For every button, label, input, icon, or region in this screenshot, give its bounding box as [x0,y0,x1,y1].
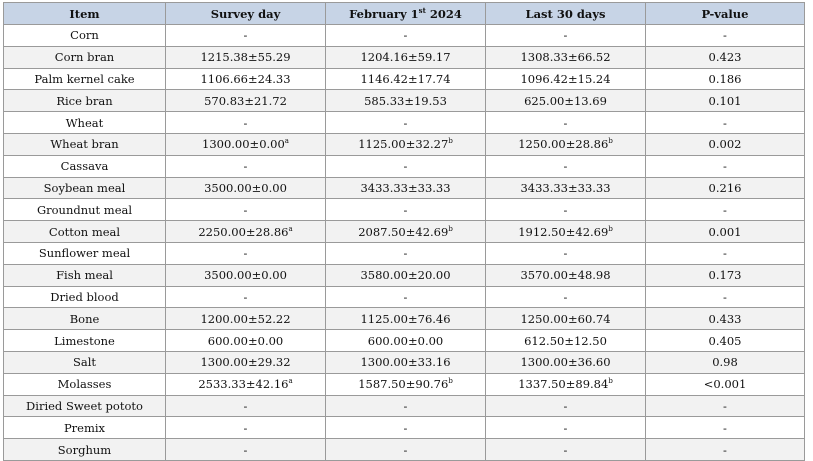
cell-p-value: - [646,439,805,461]
cell-february-1st-2024: - [326,395,486,417]
header-survey-day: Survey day [166,3,326,25]
table-row [4,68,805,90]
cell-item: Palm kernel cake [4,68,166,90]
cell-last-30-days: - [486,242,646,264]
cell-item: Corn bran [4,46,166,68]
cell-p-value: - [646,395,805,417]
cell-survey-day: - [166,439,326,461]
significance-superscript: a [284,137,289,146]
cell-item: Sunflower meal [4,242,166,264]
cell-item: Wheat bran [4,133,166,155]
cell-last-30-days: - [486,112,646,134]
cell-last-30-days: 3433.33±33.33 [486,177,646,199]
cell-february-1st-2024: 1125.00±32.27$^b$ [326,133,486,155]
cell-last-30-days: - [486,199,646,221]
header-p-value: P-value [646,3,805,25]
cell-survey-day: - [166,417,326,439]
cell-last-30-days: 1250.00±28.86$^b$ [486,133,646,155]
cell-p-value: 0.001 [646,221,805,243]
cell-survey-day: - [166,155,326,177]
cell-last-30-days: 1912.50±42.69$^b$ [486,221,646,243]
data-table [3,2,805,461]
cell-survey-day: 600.00±0.00 [166,330,326,352]
cell-last-30-days: 1337.50±89.84$^b$ [486,373,646,395]
cell-february-1st-2024: - [326,112,486,134]
cell-item: Dried blood [4,286,166,308]
table-row [4,199,805,221]
significance-superscript: b [448,377,453,386]
cell-item: Sorghum [4,439,166,461]
cell-p-value: 0.423 [646,46,805,68]
table-row [4,330,805,352]
cell-item: Cotton meal [4,221,166,243]
cell-february-1st-2024: 1587.50±90.76$^b$ [326,373,486,395]
table-body [4,25,805,461]
cell-survey-day: 2250.00±28.86$^a$ [166,221,326,243]
cell-last-30-days: 612.50±12.50 [486,330,646,352]
cell-item: Cassava [4,155,166,177]
header-february-1st-2024: February 1st 2024 [326,3,486,25]
cell-february-1st-2024: 2087.50±42.69$^b$ [326,221,486,243]
table-row [4,133,805,155]
cell-item: Fish meal [4,264,166,286]
cell-survey-day: - [166,286,326,308]
significance-superscript: b [608,224,613,233]
table-row [4,439,805,461]
cell-last-30-days: 1250.00±60.74 [486,308,646,330]
table-row [4,286,805,308]
cell-p-value: - [646,112,805,134]
cell-february-1st-2024: 1300.00±33.16 [326,351,486,373]
cell-survey-day: 570.83±21.72 [166,90,326,112]
cell-item: Premix [4,417,166,439]
cell-item: Salt [4,351,166,373]
cell-last-30-days: 1308.33±66.52 [486,46,646,68]
significance-superscript: a [288,377,293,386]
cell-survey-day: 1215.38±55.29 [166,46,326,68]
cell-february-1st-2024: 3580.00±20.00 [326,264,486,286]
table-row [4,112,805,134]
table-row [4,177,805,199]
table-row [4,46,805,68]
table-row [4,242,805,264]
significance-superscript: a [288,224,293,233]
cell-p-value: 0.101 [646,90,805,112]
table-row [4,221,805,243]
cell-last-30-days: 3570.00±48.98 [486,264,646,286]
cell-p-value: - [646,286,805,308]
cell-survey-day: 3500.00±0.00 [166,264,326,286]
cell-survey-day: 1106.66±24.33 [166,68,326,90]
table-row [4,351,805,373]
cell-february-1st-2024: - [326,155,486,177]
cell-last-30-days: - [486,395,646,417]
cell-item: Molasses [4,373,166,395]
table-row [4,90,805,112]
cell-p-value: - [646,25,805,47]
cell-p-value: 0.216 [646,177,805,199]
cell-item: Bone [4,308,166,330]
cell-february-1st-2024: 1146.42±17.74 [326,68,486,90]
table-row [4,417,805,439]
table-header [4,3,805,25]
cell-survey-day: 1300.00±0.00$^a$ [166,133,326,155]
table-row [4,155,805,177]
cell-item: Groundnut meal [4,199,166,221]
cell-last-30-days: - [486,417,646,439]
cell-last-30-days: - [486,155,646,177]
cell-p-value: <0.001 [646,373,805,395]
table-row [4,373,805,395]
table-row [4,308,805,330]
table-row [4,395,805,417]
header-last-30-days: Last 30 days [486,3,646,25]
cell-february-1st-2024: 1125.00±76.46 [326,308,486,330]
cell-last-30-days: 625.00±13.69 [486,90,646,112]
cell-p-value: - [646,155,805,177]
cell-survey-day: 1200.00±52.22 [166,308,326,330]
cell-february-1st-2024: - [326,286,486,308]
cell-item: Corn [4,25,166,47]
cell-survey-day: 2533.33±42.16$^a$ [166,373,326,395]
cell-february-1st-2024: 585.33±19.53 [326,90,486,112]
cell-item: Wheat [4,112,166,134]
cell-p-value: - [646,242,805,264]
cell-p-value: 0.186 [646,68,805,90]
cell-survey-day: 1300.00±29.32 [166,351,326,373]
cell-february-1st-2024: - [326,25,486,47]
cell-last-30-days: 1300.00±36.60 [486,351,646,373]
significance-superscript: b [608,137,613,146]
cell-february-1st-2024: 1204.16±59.17 [326,46,486,68]
cell-february-1st-2024: - [326,199,486,221]
table-row [4,264,805,286]
cell-p-value: 0.405 [646,330,805,352]
cell-last-30-days: - [486,286,646,308]
cell-last-30-days: - [486,25,646,47]
table-row [4,25,805,47]
cell-survey-day: - [166,112,326,134]
cell-february-1st-2024: - [326,439,486,461]
cell-item: Limestone [4,330,166,352]
cell-survey-day: - [166,242,326,264]
cell-item: Rice bran [4,90,166,112]
cell-survey-day: - [166,395,326,417]
cell-february-1st-2024: 600.00±0.00 [326,330,486,352]
cell-p-value: - [646,199,805,221]
cell-survey-day: 3500.00±0.00 [166,177,326,199]
header-row [4,3,805,25]
cell-survey-day: - [166,199,326,221]
cell-february-1st-2024: 3433.33±33.33 [326,177,486,199]
cell-p-value: 0.98 [646,351,805,373]
cell-p-value: 0.433 [646,308,805,330]
header-item: Item [4,3,166,25]
cell-february-1st-2024: - [326,417,486,439]
significance-superscript: b [448,137,453,146]
cell-item: Diried Sweet pototo [4,395,166,417]
cell-last-30-days: - [486,439,646,461]
significance-superscript: b [448,224,453,233]
cell-survey-day: - [166,25,326,47]
cell-p-value: - [646,417,805,439]
cell-last-30-days: 1096.42±15.24 [486,68,646,90]
cell-p-value: 0.002 [646,133,805,155]
cell-item: Soybean meal [4,177,166,199]
cell-p-value: 0.173 [646,264,805,286]
cell-february-1st-2024: - [326,242,486,264]
significance-superscript: b [608,377,613,386]
